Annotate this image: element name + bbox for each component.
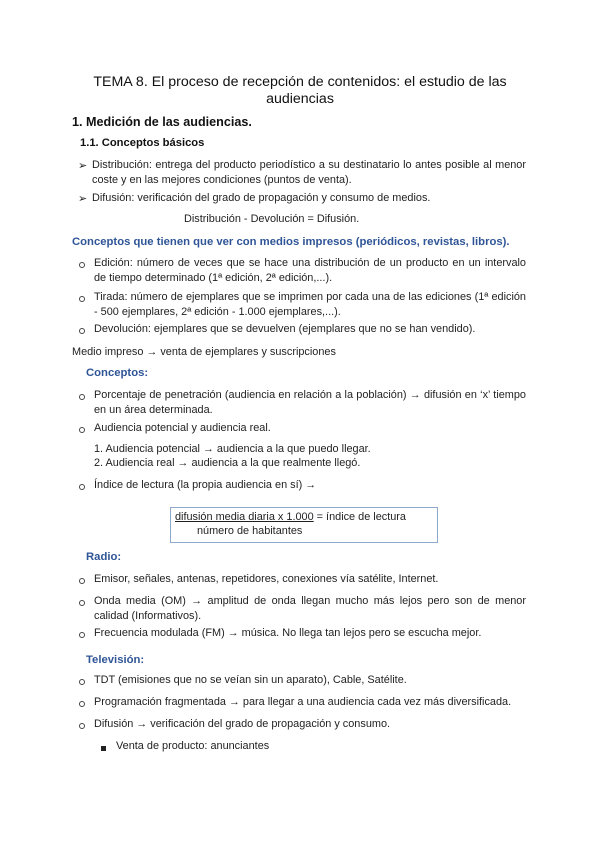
formula-box — [170, 507, 438, 543]
print-item-edicion: Edición: número de veces que se hace una distribución de un producto en un intervalo de tiempo determinado (1ª edición, 2ª edición,...). — [94, 257, 526, 284]
audience-list-item: 2. Audiencia real → audiencia a la que realmente llegó. — [94, 457, 361, 469]
tv-item: Programación fragmentada → para llegar a una audiencia cada vez más diversificada. — [94, 696, 512, 708]
circle-bullet-icon — [79, 427, 85, 433]
formula-numerator: difusión media diaria x 1.000 — [175, 511, 314, 523]
circle-bullet-icon — [79, 484, 85, 490]
circle-bullet-icon — [79, 600, 85, 606]
basics-item-difusion: Difusión: verificación del grado de propagación y consumo de medios. — [92, 192, 431, 204]
document-title: TEMA 8. El proceso de recepción de contenidos: el estudio de las audiencias — [93, 74, 507, 107]
formula-line — [175, 510, 406, 525]
concepts-item-penetracion: Porcentaje de penetración (audiencia en relación a la población) → difusión en ‘x’ tiempo en un área determinada. — [94, 389, 526, 416]
arrow-bullet-icon: ➢ — [78, 193, 88, 205]
print-item-tirada: Tirada: número de ejemplares que se imprimen por cada una de las ediciones (1ª edición - 500 ejemplares, 2ª edición - 1.000 ejemplares,...). — [94, 291, 526, 318]
radio-item: Frecuencia modulada (FM) → música. No llega tan lejos pero se escucha mejor. — [94, 627, 482, 639]
formula-denominator: número de habitantes — [197, 525, 303, 537]
print-media-heading: Conceptos que tienen que ver con medios impresos (periódicos, revistas, libros). — [72, 236, 510, 248]
radio-item: Onda media (OM) → amplitud de onda llegan mucho más lejos pero son de menor calidad (Informativos). — [94, 595, 526, 622]
subsection-heading: 1.1. Conceptos básicos — [80, 137, 205, 149]
formula-result: = índice de lectura — [313, 511, 406, 523]
circle-bullet-icon — [79, 632, 85, 638]
print-item-devolucion: Devolución: ejemplares que se devuelven (ejemplares que no se han vendido). — [94, 323, 476, 335]
circle-bullet-icon — [79, 296, 85, 302]
circle-bullet-icon — [79, 701, 85, 707]
circle-bullet-icon — [79, 328, 85, 334]
circle-bullet-icon — [79, 723, 85, 729]
section-heading: 1. Medición de las audiencias. — [72, 115, 252, 129]
arrow-bullet-icon: ➢ — [78, 160, 88, 172]
audience-list-item: 1. Audiencia potencial → audiencia a la que puedo llegar. — [94, 443, 371, 455]
tv-subitem: Venta de producto: anunciantes — [116, 740, 270, 752]
reading-index: Índice de lectura (la propia audiencia en sí) → — [94, 479, 317, 491]
radio-item: Emisor, señales, antenas, repetidores, conexiones vía satélite, Internet. — [94, 573, 439, 585]
concepts-item-audiencia: Audiencia potencial y audiencia real. — [94, 422, 271, 434]
print-medium-note: Medio impreso → venta de ejemplares y suscripciones — [72, 346, 336, 358]
basics-item-distribucion: Distribución: entrega del producto periodístico a su destinatario lo antes posible al menor coste y en las mejores condiciones (puntos de venta). — [92, 159, 526, 186]
tv-item: TDT (emisiones que no se veían sin un aparato), Cable, Satélite. — [94, 674, 407, 686]
square-bullet-icon — [101, 746, 106, 751]
tv-item: Difusión → verificación del grado de propagación y consumo. — [94, 718, 391, 730]
concepts-heading: Conceptos: — [86, 367, 149, 379]
tv-heading: Televisión: — [86, 654, 145, 666]
equation: Distribución - Devolución = Difusión. — [184, 213, 360, 225]
circle-bullet-icon — [79, 394, 85, 400]
circle-bullet-icon — [79, 679, 85, 685]
circle-bullet-icon — [79, 262, 85, 268]
circle-bullet-icon — [79, 578, 85, 584]
radio-heading: Radio: — [86, 551, 122, 563]
